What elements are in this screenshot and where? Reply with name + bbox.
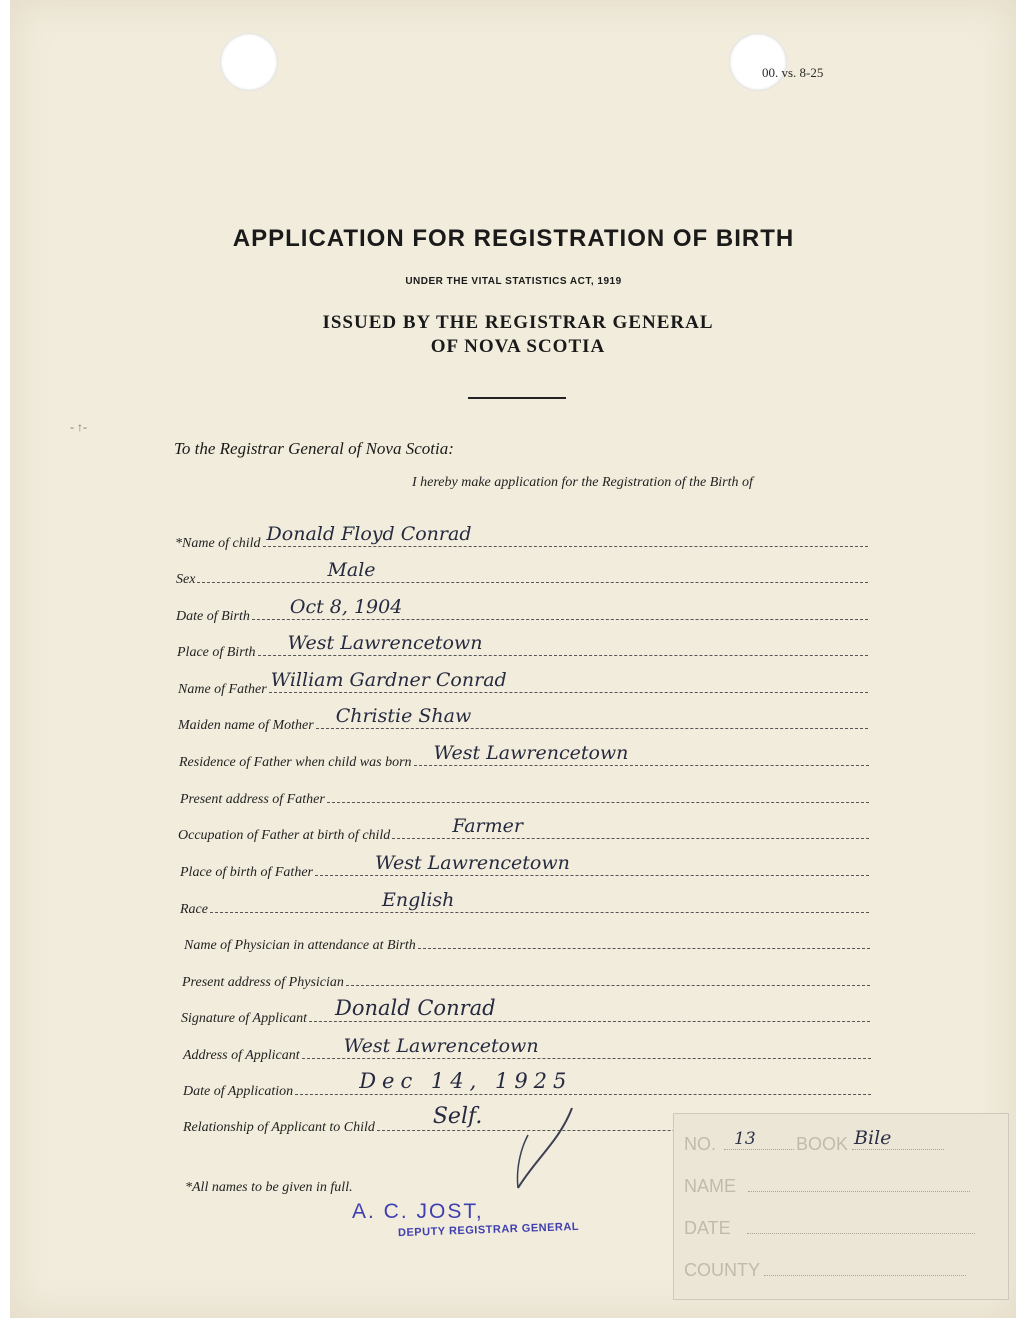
divider	[468, 397, 566, 399]
field-row-place-of-birth	[177, 632, 868, 660]
field-row-physician-address	[182, 965, 870, 989]
field-value: West Lawrencetown	[343, 1035, 539, 1057]
field-label: Signature of Applicant	[181, 1011, 307, 1026]
field-value: Farmer	[452, 815, 523, 837]
field-line[interactable]	[302, 1035, 871, 1059]
form-code: 00. vs. 8-25	[762, 65, 824, 80]
field-label: Place of Birth	[177, 645, 256, 660]
field-value: Donald Floyd Conrad	[266, 523, 472, 545]
record-book-label: BOOK	[796, 1134, 849, 1154]
record-no-line[interactable]	[724, 1129, 794, 1150]
field-label: Present address of Physician	[182, 975, 344, 990]
field-label: Name of Physician in attendance at Birth	[184, 938, 416, 953]
record-county-line[interactable]	[764, 1261, 966, 1276]
records-stamp-box	[673, 1113, 1009, 1300]
field-line[interactable]	[252, 596, 868, 620]
field-label: Relationship of Applicant to Child	[183, 1120, 375, 1135]
field-row-father-address	[180, 782, 869, 806]
footnote: *All names to be given in full.	[185, 1180, 353, 1195]
record-name-row	[684, 1176, 970, 1197]
record-book-line[interactable]	[852, 1127, 944, 1150]
field-row-sex	[176, 559, 868, 587]
punch-hole	[729, 33, 787, 91]
issuer-line-2: OF NOVA SCOTIA	[430, 336, 606, 357]
deputy-stamp-name: A. C. JOST,	[352, 1200, 484, 1223]
field-row-mother-maiden-name	[178, 705, 868, 733]
field-line[interactable]	[309, 996, 870, 1022]
field-line[interactable]	[263, 523, 868, 547]
field-row-applicant-signature	[181, 996, 870, 1026]
margin-mark: - ↑-	[70, 420, 87, 434]
field-value: West Lawrencetown	[374, 852, 570, 874]
field-label: Name of Father	[178, 682, 267, 697]
record-book-value: Bile	[854, 1127, 892, 1149]
field-line[interactable]	[295, 1069, 871, 1095]
field-line[interactable]	[197, 559, 868, 583]
field-line[interactable]	[346, 965, 870, 986]
field-value: William Gardner Conrad	[270, 669, 507, 691]
field-label: Residence of Father when child was born	[179, 755, 412, 770]
field-label: Maiden name of Mother	[178, 718, 314, 733]
field-value: Dec 14, 1925	[359, 1069, 573, 1093]
field-row-application-date	[183, 1069, 871, 1099]
field-row-date-of-birth	[176, 596, 868, 624]
field-label: Date of Application	[183, 1084, 294, 1099]
field-row-father-birthplace	[180, 852, 869, 880]
issuer-line-1: ISSUED BY THE REGISTRAR GENERAL	[322, 312, 714, 333]
field-value: English	[381, 889, 455, 911]
document-title: APPLICATION FOR REGISTRATION OF BIRTH	[232, 225, 795, 252]
field-label: Race	[180, 902, 208, 917]
field-row-child-name	[175, 523, 868, 551]
field-line[interactable]	[210, 889, 869, 913]
field-value: Christie Shaw	[335, 705, 472, 727]
intro-text: I hereby make application for the Registration of the Birth of	[412, 475, 753, 490]
field-line[interactable]	[418, 928, 870, 949]
act-subtitle: UNDER THE VITAL STATISTICS ACT, 1919	[405, 276, 622, 287]
field-line[interactable]	[258, 632, 868, 656]
field-line[interactable]	[269, 669, 868, 693]
field-value: Donald Conrad	[335, 996, 496, 1020]
deputy-stamp-title: DEPUTY REGISTRAR GENERAL	[397, 1220, 580, 1240]
field-row-race	[180, 889, 869, 917]
field-line[interactable]	[414, 742, 869, 766]
field-line[interactable]	[327, 782, 869, 803]
record-date-label: DATE	[684, 1218, 731, 1238]
record-no-label: NO.	[684, 1134, 717, 1154]
record-county-row	[684, 1260, 966, 1281]
record-date-line[interactable]	[747, 1219, 975, 1234]
field-value: Male	[327, 559, 376, 581]
record-county-label: COUNTY	[684, 1260, 760, 1280]
record-no-row	[684, 1127, 944, 1155]
field-row-physician-name	[184, 928, 870, 952]
record-name-label: NAME	[684, 1176, 737, 1196]
field-value: West Lawrencetown	[433, 742, 629, 764]
field-row-father-residence	[179, 742, 869, 770]
field-label: Date of Birth	[176, 609, 250, 624]
field-line[interactable]	[315, 852, 869, 876]
pen-stroke	[480, 1100, 620, 1200]
field-value: Oct 8, 1904	[289, 596, 403, 618]
salutation: To the Registrar General of Nova Scotia:	[174, 439, 454, 458]
field-row-applicant-address	[183, 1035, 871, 1063]
field-row-father-name	[178, 669, 868, 697]
field-line[interactable]	[392, 815, 869, 839]
field-line[interactable]	[316, 705, 868, 729]
punch-hole	[220, 33, 278, 91]
record-name-line[interactable]	[748, 1177, 970, 1192]
field-row-father-occupation	[178, 815, 869, 843]
field-label: Address of Applicant	[183, 1048, 300, 1063]
field-label: Place of birth of Father	[180, 865, 313, 880]
record-no-value: 13	[734, 1129, 756, 1149]
field-label: Occupation of Father at birth of child	[178, 828, 391, 843]
field-label: Sex	[176, 572, 196, 587]
field-label: *Name of child	[175, 536, 261, 551]
field-label: Present address of Father	[180, 792, 325, 807]
field-value: West Lawrencetown	[287, 632, 483, 654]
field-value: Self.	[432, 1104, 483, 1129]
record-date-row	[684, 1218, 975, 1239]
